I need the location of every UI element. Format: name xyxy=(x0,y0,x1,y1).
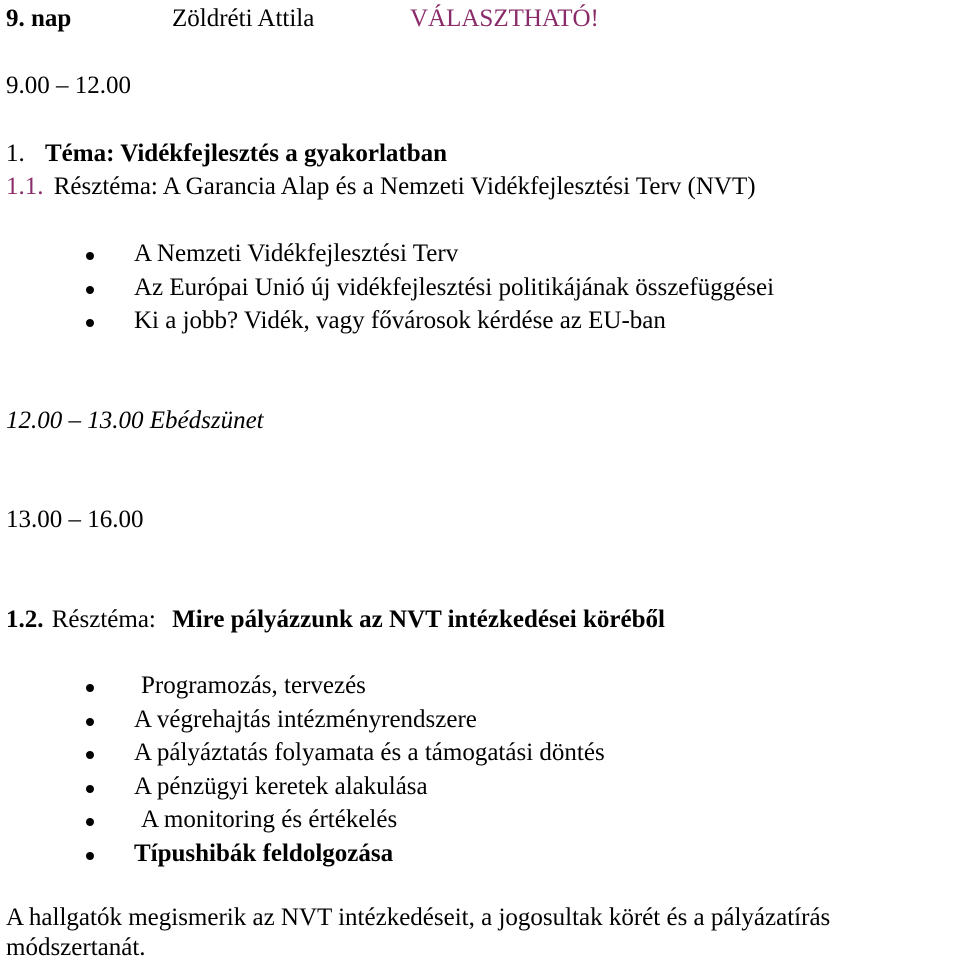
bullet-icon xyxy=(86,684,94,692)
bullet-icon xyxy=(86,718,94,726)
subtopic-1-heading xyxy=(6,172,756,202)
topic-number: 1. xyxy=(6,140,25,167)
bullet-icon xyxy=(86,319,94,327)
list-item-text: A pályáztatás folyamata és a támogatási döntés xyxy=(134,739,605,766)
list-item-text: A Nemzeti Vidékfejlesztési Terv xyxy=(134,240,459,267)
topic-heading xyxy=(6,139,447,169)
summary-paragraph: A hallgatók megismerik az NVT intézkedéseit, a jogosultak körét és a pályázatírás módszertanát. xyxy=(6,904,831,961)
lunch-break: 12.00 – 13.00 Ebédszünet xyxy=(6,407,264,434)
elective-notice: VÁLASZTHATÓ! xyxy=(410,5,599,32)
bullet-icon xyxy=(86,785,94,793)
list-item-text: A pénzügyi keretek alakulása xyxy=(134,772,428,800)
list-item-text: Ki a jobb? Vidék, vagy fővárosok kérdése az EU-ban xyxy=(134,307,666,334)
subtopic-2-title: Mire pályázzunk az NVT intézkedései köréből xyxy=(172,606,665,633)
day-header xyxy=(6,4,599,34)
session1-time: 9.00 – 12.00 xyxy=(6,72,131,99)
list-item-text: Az Európai Unió új vidékfejlesztési politikájának összefüggései xyxy=(134,273,775,301)
bullet-icon xyxy=(86,818,94,826)
subtopic-2-number: 1.2. xyxy=(6,606,44,633)
bullet-icon xyxy=(86,286,94,294)
day-label: 9. nap xyxy=(6,5,72,32)
subtopic-1-title: Résztéma: A Garancia Alap és a Nemzeti Vidékfejlesztési Terv (NVT) xyxy=(53,173,756,200)
topic-title: Téma: Vidékfejlesztés a gyakorlatban xyxy=(45,140,448,167)
bullet-icon xyxy=(86,252,94,260)
subtopic-2-heading xyxy=(6,605,665,635)
bullet-icon xyxy=(86,751,94,759)
list-item-text: A monitoring és értékelés xyxy=(141,806,398,833)
list-item-text: Típushibák feldolgozása xyxy=(134,839,394,867)
bullet-icon xyxy=(86,852,94,860)
list-item-text: A végrehajtás intézményrendszere xyxy=(134,705,477,733)
session2-time: 13.00 – 16.00 xyxy=(6,506,144,533)
lecturer-name: Zöldréti Attila xyxy=(172,5,315,32)
list-item-text: Programozás, tervezés xyxy=(141,672,366,699)
subtopic-1-number: 1.1. xyxy=(6,173,44,200)
subtopic-2-label: Résztéma: xyxy=(51,606,156,633)
